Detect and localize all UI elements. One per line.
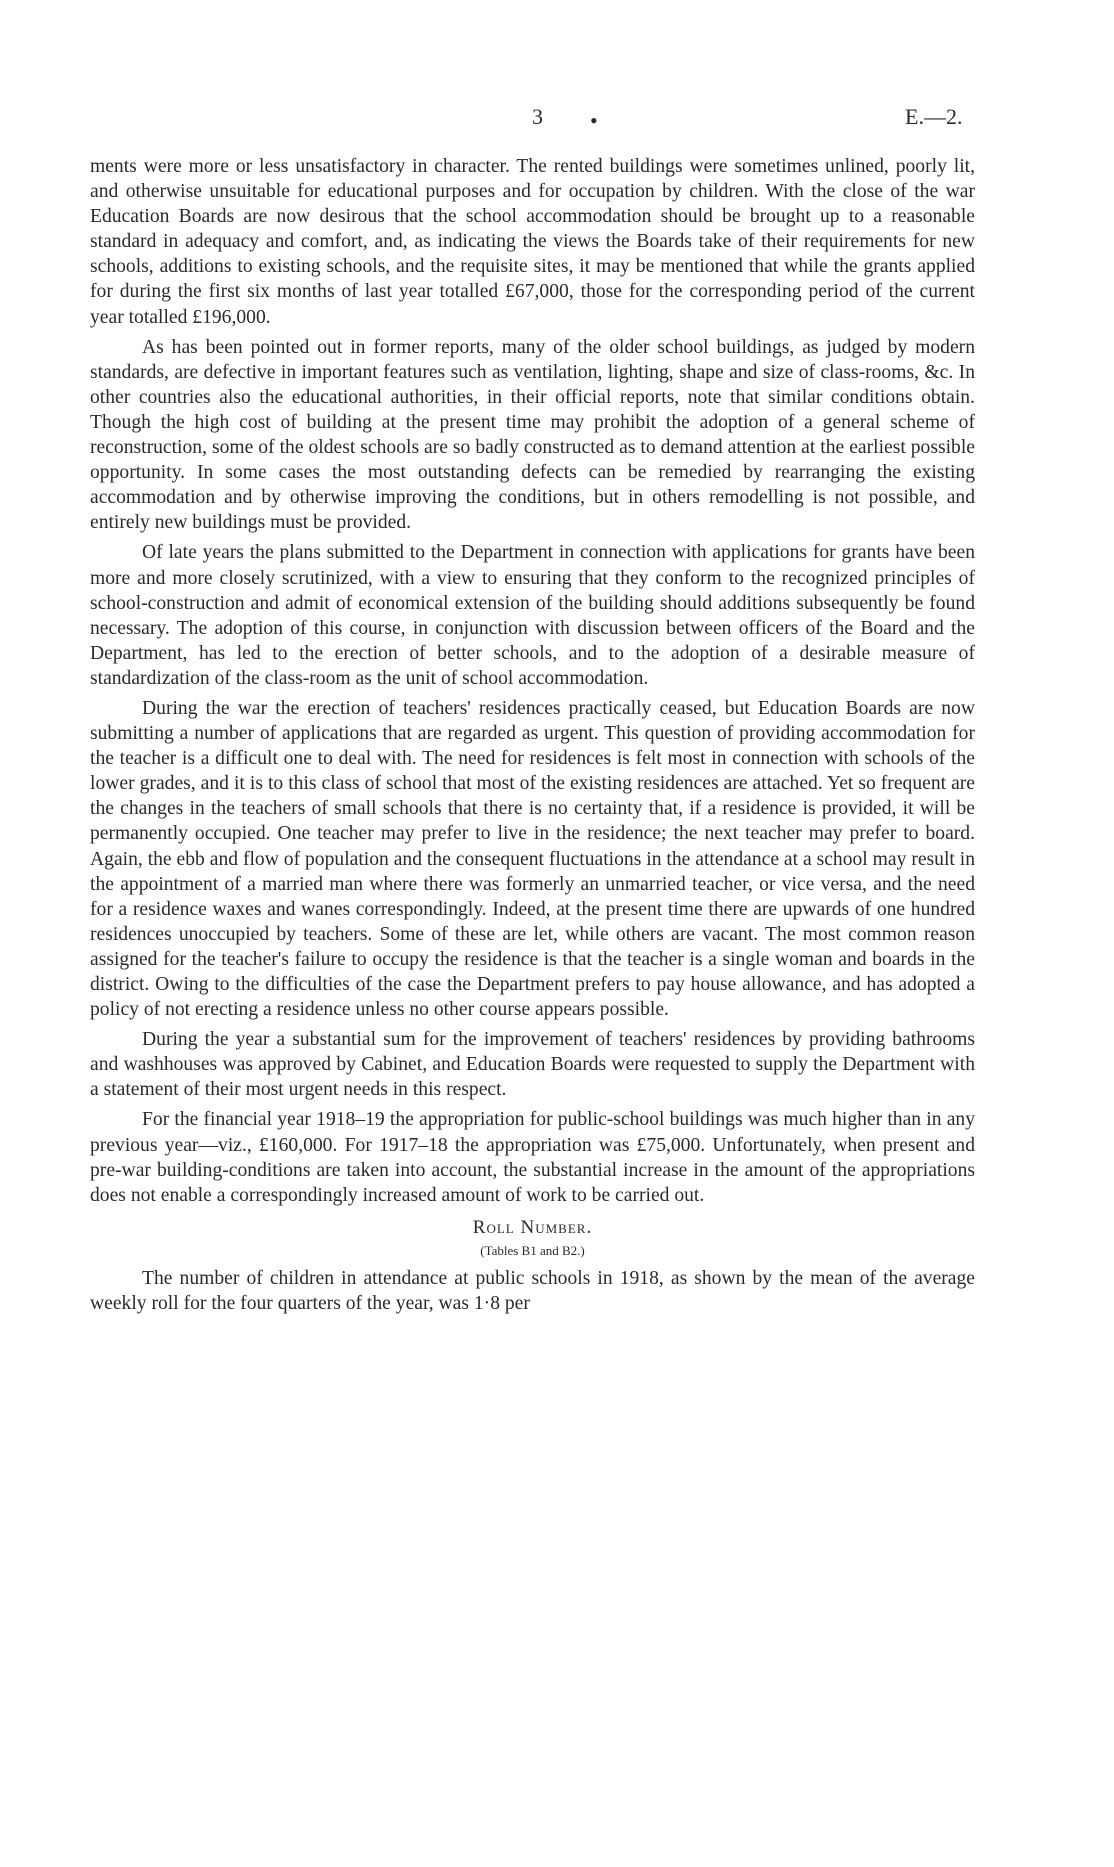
paragraph: For the financial year 1918–19 the appropriation for public-school buildings was much higher than in any previous year—viz., £160,000. For 1917–18 the appropriation was £75,000. Unfortunately, when present and pre-war building-conditions are taken into account, the substantial increase in the amount of the appropriations does not enable a correspondingly increased amount of work to be carried out. <box>90 1109 975 1206</box>
series-reference: E.—2. <box>905 104 963 129</box>
paragraph-continued: ments were more or less unsatisfactory in character. The rented buildings were sometimes unlined, poorly lit, and otherwise unsuitable for educational purposes and for occupation by children. With the close of the war Education Boards are now desirous that the school accommodation should be brought up to a reasonable standard in adequacy and comfort, and, as indicating the views the Boards take of their requirements for new schools, additions to existing schools, and the requisite sites, it may be mentioned that while the grants applied for during the first six months of last year totalled £67,000, those for the corresponding period of the current year totalled £196,000. <box>90 156 975 328</box>
paragraph: As has been pointed out in former reports, many of the older school buildings, as judged by modern standards, are defective in important features such as ventilation, lighting, shape and size of class-rooms, &c. In other countries also the educational authorities, in their official reports, note that similar conditions obtain. Though the high cost of building at the present time may prohibit the adoption of a general scheme of reconstruction, some of the oldest schools are so badly constructed as to demand attention at the earliest possible opportunity. In some cases the most outstanding defects can be remedied by rearranging the existing accommodation and by otherwise improving the conditions, but in others remodelling is not possible, and entirely new buildings must be provided. <box>90 336 975 534</box>
section-subheading: (Tables B1 and B2.) <box>480 1242 585 1258</box>
paragraph: During the war the erection of teachers' residences practically ceased, but Education Boards are now submitting a number of applications that are regarded as urgent. This question of providing accommodation for the teacher is a difficult one to deal with. The need for residences is felt most in connection with schools of the lower grades, and it is to this class of school that most of the existing residences are attached. Yet so frequent are the changes in the teachers of small schools that there is no certainty that, if a residence is provided, it will be permanently occupied. One teacher may prefer to live in the residence; the next teacher may prefer to board. Again, the ebb and flow of population and the consequent fluctuations in the attendance at a school may result in the appointment of a married man where there was formerly an unmarried teacher, or vice versa, and the need for a residence waxes and wanes correspondingly. Indeed, at the present time there are upwards of one hundred residences unoccupied by teachers. Some of these are let, while others are vacant. The most common reason assigned for the teacher's failure to occupy the residence is that the teacher is a single woman and boards in the district. Owing to the difficulties of the case the Department prefers to pay house allowance, and has adopted a policy of not erecting a residence unless no other course appears possible. <box>90 697 975 1021</box>
body-text <box>90 154 975 1321</box>
paragraph: During the year a substantial sum for the improvement of teachers' residences by providing bathrooms and washhouses was approved by Cabinet, and Education Boards were requested to supply the Department with a statement of their most urgent needs in this respect. <box>90 1029 975 1101</box>
page-number: 3 <box>532 104 543 129</box>
printer-dot: • <box>590 108 598 133</box>
running-header <box>0 104 1114 134</box>
closing-paragraph: The number of children in attendance at public schools in 1918, as shown by the mean of the average weekly roll for the four quarters of the year, was 1·8 per <box>90 1267 975 1314</box>
section-heading: Roll Number. <box>472 1216 593 1238</box>
paragraph: Of late years the plans submitted to the Department in connection with applications for grants have been more and more closely scrutinized, with a view to ensuring that they conform to the recognized principles of school-construction and admit of economical extension of the building should additions subsequently be found necessary. The adoption of this course, in conjunction with discussion between officers of the Board and the Department, has led to the erection of better schools, and to the adoption of a desirable measure of standardization of the class-room as the unit of school accommodation. <box>90 542 975 689</box>
